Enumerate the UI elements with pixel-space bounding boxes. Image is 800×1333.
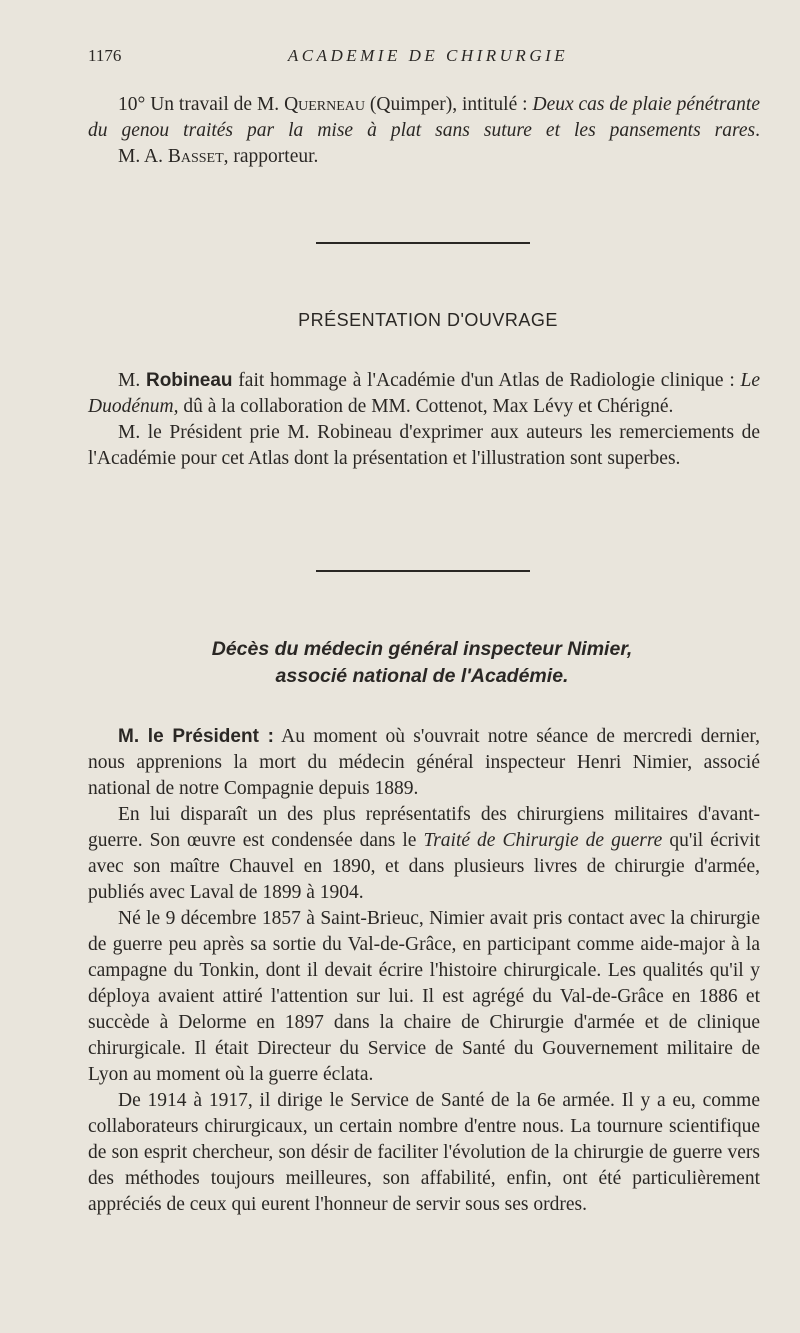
obituary-title: [88, 636, 756, 690]
section-heading-presentation: PRÉSENTATION D'OUVRAGE: [298, 310, 558, 330]
separator-rule: [316, 570, 530, 572]
obituary-title-line-2: associé national de l'Académie.: [275, 665, 569, 687]
obituary-paragraph-4: De 1914 à 1917, il dirige le Service de Santé de la 6e armée. Il y a eu, comme collaborateurs chirurgicaux, un certain nombre d'entre nous. La tournure scientifique de son esprit chercheur, son désir de faciliter l'évolution de la chirurgie de guerre vers des méthodes toujours meilleures, son affabilité, enfin, ont été particulièrement appréciés de ceux qui eurent l'honneur de servir sous ses ordres.: [88, 1090, 760, 1215]
obituary-title-line-1: Décès du médecin général inspecteur Nimier,: [211, 638, 633, 660]
obituary-paragraph-1: M. le Président : Au moment où s'ouvrait notre séance de mercredi dernier, nous apprenions la mort du médecin général inspecteur Henri Nimier, associé national de notre Compagnie depuis 1889.: [88, 726, 761, 799]
separator-rule: [316, 242, 530, 244]
item-10: [88, 92, 760, 170]
running-title: ACADEMIE DE CHIRURGIE: [287, 46, 569, 65]
presentation-paragraph-2: M. le Président prie M. Robineau d'exprimer aux auteurs les remerciements de l'Académie pour cet Atlas dont la présentation et l'illustration sont superbes.: [88, 422, 760, 469]
work-title: Deux cas de plaie pénétrante du genou traités par la mise à plat sans suture et les pansements rares: [88, 94, 761, 141]
presentation-section: [88, 368, 760, 472]
item-10-paragraph: 10° Un travail de M. Querneau (Quimper), intitulé : Deux cas de plaie pénétrante du genou traités par la mise à plat sans suture et les pansements rares.: [88, 94, 761, 141]
robineau-name: Robineau: [145, 370, 233, 391]
atlas-title: Le Duodénum,: [88, 370, 760, 417]
author-name: Querneau: [284, 94, 366, 115]
page-number: 1176: [88, 46, 122, 65]
page-header: [88, 46, 768, 72]
obituary-paragraph-3: Né le 9 décembre 1857 à Saint-Brieuc, Nimier avait pris contact avec la chirurgie de guerre peu après sa sortie du Val-de-Grâce, en participant comme aide-major à la campagne du Tonkin, dont il devait écrire l'histoire chirurgicale. Les qualités qu'il y déploya avaient attiré l'attention sur lui. Il est agrégé du Val-de-Grâce en 1886 et succède à Delorme en 1897 dans la chaire de Chirurgie d'armée et de clinique chirurgicale. Il était Directeur du Service de Santé du Gouvernement militaire de Lyon au moment où la guerre éclata.: [88, 908, 760, 1085]
speaker-label: M. le Président :: [118, 726, 274, 747]
treatise-title: Traité de Chirurgie de guerre: [423, 830, 663, 851]
obituary-paragraph-2: En lui disparaît un des plus représentatifs des chirurgiens militaires d'avant-guerre. Son œuvre est condensée dans le Traité de Chirurgie de guerre qu'il écrivit avec son maître Chauvel en 1890, et dans plusieurs livres de chirurgie d'armée, publiés avec Laval de 1899 à 1904.: [88, 804, 761, 903]
rapporteur-name: Basset: [167, 146, 224, 167]
rapporteur-line: M. A. Basset, rapporteur.: [118, 146, 319, 167]
obituary-body: [88, 724, 760, 1218]
presentation-paragraph-1: M. Robineau fait hommage à l'Académie d'un Atlas de Radiologie clinique : Le Duodénum, dû à la collaboration de MM. Cottenot, Max Lévy et Chérigné.: [88, 370, 760, 417]
